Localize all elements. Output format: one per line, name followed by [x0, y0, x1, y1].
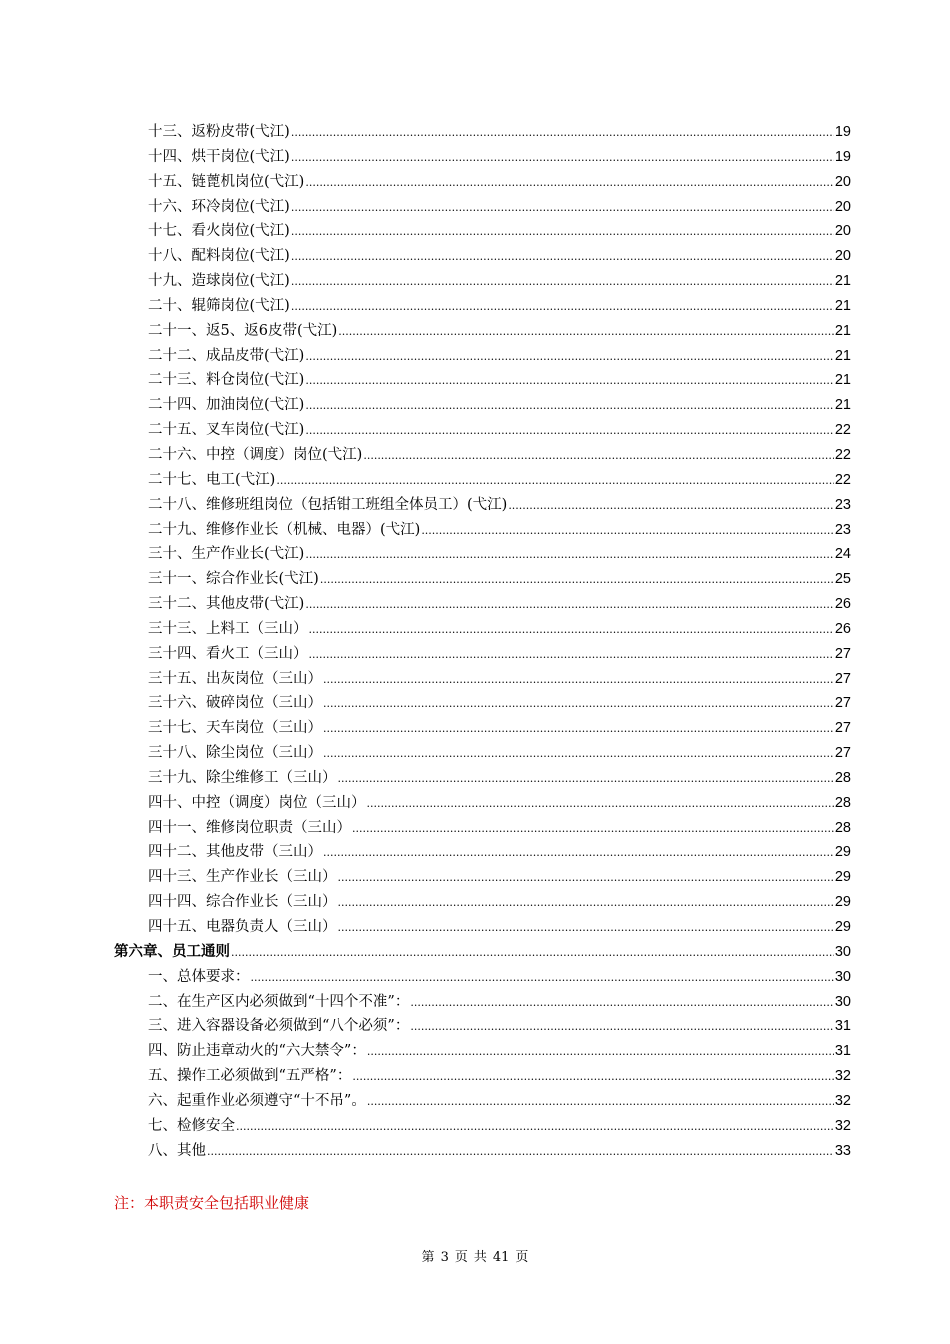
toc-entry[interactable]: [114, 1139, 851, 1164]
toc-entry-title: 二十、辊筛岗位(弋江): [148, 297, 290, 314]
toc-leader-dots: [291, 195, 834, 221]
toc-entry-page: 31: [834, 1043, 851, 1060]
toc-leader-dots: [323, 741, 834, 767]
toc-entry-title: 二、在生产区内必须做到“十四个不准”：: [148, 993, 410, 1010]
toc-entry[interactable]: [114, 493, 851, 518]
toc-entry[interactable]: [114, 418, 851, 443]
toc-entry-page: 28: [834, 769, 851, 786]
toc-entry[interactable]: [114, 816, 851, 841]
footer-unit: 页: [515, 1250, 529, 1265]
toc-entry-title: 十六、环冷岗位(弋江): [148, 198, 290, 215]
toc-entry-title: 七、检修安全: [148, 1117, 235, 1134]
toc-entry-title: 十五、链蓖机岗位(弋江): [148, 173, 305, 190]
toc-entry[interactable]: [114, 567, 851, 592]
toc-entry[interactable]: [114, 1114, 851, 1139]
toc-leader-dots: [305, 368, 834, 394]
toc-entry-page: 20: [834, 173, 851, 190]
toc-leader-dots: [309, 642, 834, 668]
toc-leader-dots: [305, 344, 834, 370]
toc-entry-page: 20: [834, 248, 851, 265]
toc-leader-dots: [291, 120, 834, 146]
footer-prefix: 第: [421, 1250, 435, 1265]
toc-leader-dots: [410, 1014, 834, 1040]
toc-entry[interactable]: [114, 1089, 851, 1114]
toc-entry-title: 二十六、中控（调度）岗位(弋江): [148, 446, 363, 463]
toc-entry-page: 21: [834, 273, 851, 290]
toc-entry-page: 27: [834, 645, 851, 662]
toc-entry-title: 三十、生产作业长(弋江): [148, 546, 305, 563]
toc-entry-page: 31: [834, 1018, 851, 1035]
toc-entry[interactable]: [114, 617, 851, 642]
toc-entry-page: 20: [834, 198, 851, 215]
toc-entry[interactable]: [114, 1039, 851, 1064]
toc-entry-page: 32: [834, 1092, 851, 1109]
toc-leader-dots: [323, 667, 834, 693]
toc-entry[interactable]: [114, 965, 851, 990]
toc-entry-title: 二十二、成品皮带(弋江): [148, 347, 305, 364]
toc-entry-title: 四十二、其他皮带（三山）: [148, 844, 322, 861]
toc-entry[interactable]: [114, 219, 851, 244]
toc-chapter-entry[interactable]: [114, 940, 851, 965]
toc-entry-title: 四十、中控（调度）岗位（三山）: [148, 794, 366, 811]
toc-entry-page: 26: [834, 596, 851, 613]
toc-entry-page: 22: [834, 446, 851, 463]
toc-entry[interactable]: [114, 716, 851, 741]
toc-entry-page: 27: [834, 745, 851, 762]
toc-leader-dots: [338, 915, 834, 941]
toc-entry-page: 21: [834, 297, 851, 314]
toc-entry[interactable]: [114, 592, 851, 617]
toc-entry-title: 十四、烘干岗位(弋江): [148, 148, 290, 165]
toc-entry-page: 24: [834, 546, 851, 563]
toc-entry-page: 21: [834, 397, 851, 414]
toc-entry[interactable]: [114, 368, 851, 393]
toc-entry-title: 十八、配料岗位(弋江): [148, 248, 290, 265]
toc-entry-title: 二十四、加油岗位(弋江): [148, 397, 305, 414]
toc-entry-title: 八、其他: [148, 1142, 206, 1159]
toc-leader-dots: [309, 617, 834, 643]
toc-entry-page: 20: [834, 223, 851, 240]
toc-entry-title: 四、防止违章动火的“六大禁令”：: [148, 1043, 366, 1060]
toc-entry-title: 十三、返粉皮带(弋江): [148, 124, 290, 140]
toc-entry[interactable]: [114, 667, 851, 692]
toc-leader-dots: [323, 840, 834, 866]
toc-entry[interactable]: [114, 443, 851, 468]
toc-entry[interactable]: [114, 120, 851, 145]
toc-leader-dots: [367, 1089, 834, 1115]
toc-entry-title: 一、总体要求：: [148, 968, 250, 985]
toc-entry-title: 十七、看火岗位(弋江): [148, 223, 290, 240]
toc-leader-dots: [305, 542, 834, 568]
footer-total-pages: 41: [492, 1250, 510, 1265]
toc-leader-dots: [291, 269, 834, 295]
toc-entry-page: 26: [834, 620, 851, 637]
toc-entry-page: 27: [834, 720, 851, 737]
toc-entry-title: 四十一、维修岗位职责（三山）: [148, 819, 351, 836]
toc-leader-dots: [291, 145, 834, 171]
toc-entry-page: 21: [834, 322, 851, 339]
toc-entry-title: 三十九、除尘维修工（三山）: [148, 769, 337, 786]
toc-entry-title: 三十二、其他皮带(弋江): [148, 596, 305, 613]
toc-entry-page: 29: [834, 869, 851, 886]
toc-entry-page: 22: [834, 422, 851, 439]
toc-entry[interactable]: [114, 468, 851, 493]
toc-entry-title: 六、起重作业必须遵守“十不吊”。: [148, 1092, 366, 1109]
footer-unit: 页: [454, 1250, 468, 1265]
toc-leader-dots: [323, 716, 834, 742]
toc-entry-page: 21: [834, 372, 851, 389]
toc-leader-dots: [338, 766, 834, 792]
toc-entry[interactable]: [114, 890, 851, 915]
toc-entry[interactable]: [114, 319, 851, 344]
toc-entry[interactable]: [114, 195, 851, 220]
toc-leader-dots: [207, 1139, 834, 1165]
toc-entry-title: 二十五、叉车岗位(弋江): [148, 422, 305, 439]
table-of-contents: [114, 120, 851, 1163]
page-footer: [0, 1246, 950, 1265]
toc-leader-dots: [305, 393, 834, 419]
toc-entry[interactable]: [114, 865, 851, 890]
toc-entry[interactable]: [114, 542, 851, 567]
toc-entry[interactable]: [114, 691, 851, 716]
toc-leader-dots: [305, 418, 834, 444]
toc-entry-page: 19: [834, 148, 851, 165]
toc-entry-title: 二十三、料仓岗位(弋江): [148, 372, 305, 389]
toc-entry-page: 29: [834, 919, 851, 935]
toc-entry-title: 二十一、返5、返6皮带(弋江): [148, 322, 338, 339]
toc-entry-page: 30: [834, 993, 851, 1010]
footer-mid: 共: [473, 1250, 487, 1265]
toc-entry-page: 25: [834, 571, 851, 588]
toc-leader-dots: [291, 294, 834, 320]
toc-entry-page: 22: [834, 471, 851, 488]
footer-current-page: 3: [440, 1250, 449, 1265]
toc-entry-page: 27: [834, 670, 851, 687]
toc-entry-title: 三十四、看火工（三山）: [148, 645, 308, 662]
toc-entry[interactable]: [114, 294, 851, 319]
toc-entry-page: 23: [834, 521, 851, 538]
toc-entry[interactable]: [114, 766, 851, 791]
toc-leader-dots: [338, 865, 834, 891]
toc-entry-page: 23: [834, 496, 851, 513]
toc-leader-dots: [352, 1064, 834, 1090]
toc-entry[interactable]: [114, 518, 851, 543]
toc-entry-page: 29: [834, 844, 851, 861]
toc-entry[interactable]: [114, 344, 851, 369]
toc-entry-title: 三十六、破碎岗位（三山）: [148, 695, 322, 712]
toc-entry[interactable]: [114, 741, 851, 766]
toc-entry-page: 32: [834, 1068, 851, 1085]
toc-entry-title: 三、进入容器设备必须做到“八个必须”：: [148, 1018, 410, 1035]
toc-entry-title: 五、操作工必须做到“五严格”：: [148, 1068, 352, 1085]
toc-entry[interactable]: [114, 244, 851, 269]
toc-leader-dots: [323, 691, 834, 717]
toc-leader-dots: [291, 244, 834, 270]
toc-entry-page: 28: [834, 819, 851, 836]
toc-entry-page: 19: [834, 124, 851, 140]
toc-leader-dots: [338, 890, 834, 916]
toc-entry[interactable]: [114, 393, 851, 418]
toc-entry-title: 三十五、出灰岗位（三山）: [148, 670, 322, 687]
toc-entry-title: 二十七、电工(弋江): [148, 471, 276, 488]
toc-entry[interactable]: [114, 170, 851, 195]
toc-entry-page: 27: [834, 695, 851, 712]
toc-entry-title: 二十八、维修班组岗位（包括钳工班组全体员工）(弋江): [148, 496, 508, 513]
toc-leader-dots: [367, 1039, 834, 1065]
toc-leader-dots: [338, 319, 834, 345]
toc-leader-dots: [305, 170, 834, 196]
toc-entry[interactable]: [114, 642, 851, 667]
note-text: 注：本职责安全包括职业健康: [114, 1194, 310, 1212]
toc-leader-dots: [421, 518, 834, 544]
toc-entry[interactable]: [114, 1064, 851, 1089]
toc-leader-dots: [508, 493, 834, 519]
toc-entry[interactable]: [114, 915, 851, 940]
toc-entry-title: 十九、造球岗位(弋江): [148, 273, 290, 290]
toc-leader-dots: [236, 1114, 834, 1140]
toc-entry[interactable]: [114, 145, 851, 170]
toc-entry-title: 四十五、电器负责人（三山）: [148, 919, 337, 935]
toc-entry-title: 二十九、维修作业长（机械、电器）(弋江): [148, 521, 421, 538]
toc-leader-dots: [352, 816, 834, 842]
toc-entry[interactable]: [114, 269, 851, 294]
toc-leader-dots: [251, 965, 834, 991]
toc-entry-title: 三十一、综合作业长(弋江): [148, 571, 319, 588]
toc-entry-page: 30: [834, 943, 851, 960]
toc-leader-dots: [410, 990, 834, 1016]
toc-leader-dots: [291, 219, 834, 245]
toc-entry-title: 三十七、天车岗位（三山）: [148, 720, 322, 737]
toc-entry-page: 28: [834, 794, 851, 811]
toc-entry-page: 32: [834, 1117, 851, 1134]
toc-leader-dots: [276, 468, 834, 494]
toc-entry[interactable]: [114, 791, 851, 816]
toc-entry-page: 30: [834, 968, 851, 985]
toc-leader-dots: [320, 567, 834, 593]
toc-leader-dots: [367, 791, 834, 817]
toc-entry-title: 四十四、综合作业长（三山）: [148, 894, 337, 911]
toc-entry-page: 29: [834, 894, 851, 911]
toc-entry[interactable]: [114, 990, 851, 1015]
toc-entry[interactable]: [114, 840, 851, 865]
toc-entry-title: 四十三、生产作业长（三山）: [148, 869, 337, 886]
toc-entry-title: 第六章、员工通则: [114, 942, 230, 960]
toc-entry-title: 三十八、除尘岗位（三山）: [148, 745, 322, 762]
toc-entry-page: 33: [834, 1142, 851, 1159]
toc-leader-dots: [363, 443, 834, 469]
toc-leader-dots: [231, 940, 834, 966]
toc-entry[interactable]: [114, 1014, 851, 1039]
toc-entry-page: 21: [834, 347, 851, 364]
toc-leader-dots: [305, 592, 834, 618]
toc-entry-title: 三十三、上料工（三山）: [148, 620, 308, 637]
